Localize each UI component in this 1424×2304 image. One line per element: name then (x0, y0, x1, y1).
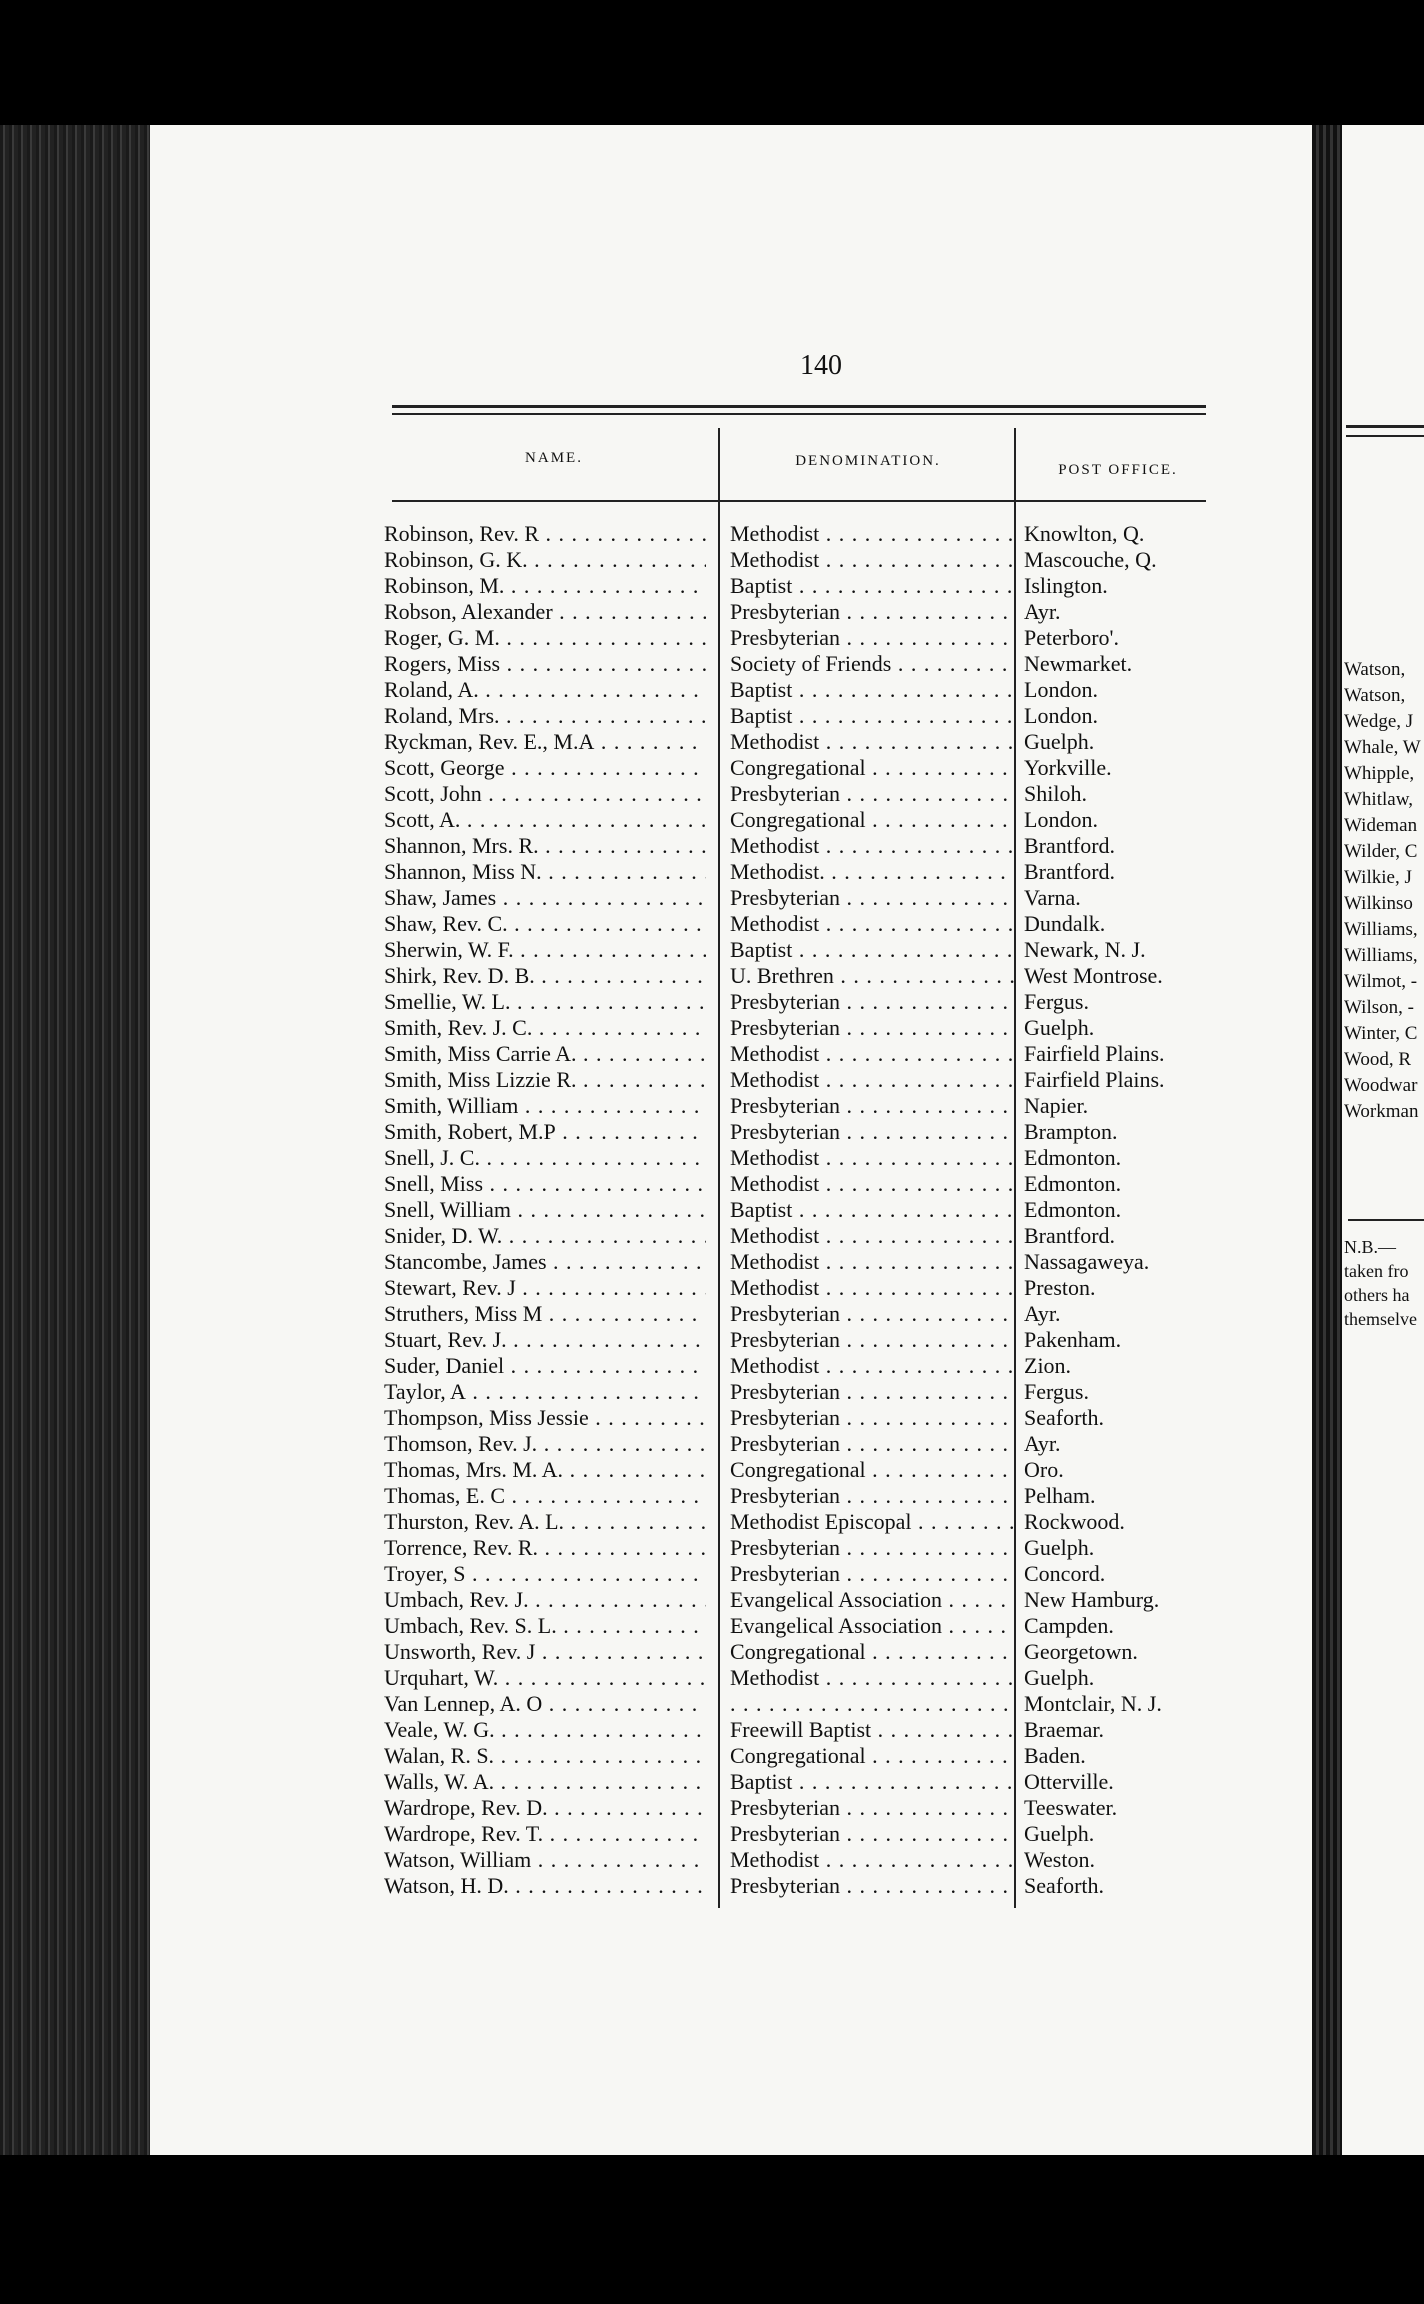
post-office-cell: Guelph. (1024, 1821, 1095, 1846)
denomination-cell: Baptist . . . (730, 1769, 1014, 1795)
adjacent-page-note-line: themselve (1344, 1309, 1417, 1329)
denomination-cell: Presbyterian . . . (730, 781, 1014, 807)
post-office-cell: Edmonton. (1024, 1171, 1122, 1196)
denomination-cell: Methodist . . . (730, 1249, 1014, 1275)
denomination-cell: Evangelical Association . . . (730, 1613, 1014, 1639)
name-cell: Robinson, Rev. R . . . (384, 521, 706, 547)
post-office-cell: Brampton. (1024, 1119, 1118, 1144)
post-office-cell: Seaforth. (1024, 1873, 1105, 1898)
post-office-cell: Knowlton, Q. (1024, 521, 1145, 546)
name-cell: Veale, W. G. . . . (384, 1717, 706, 1743)
denomination-cell: Presbyterian . . . (730, 1301, 1014, 1327)
denomination-cell: Presbyterian . . . (730, 1405, 1014, 1431)
post-office-cell: Brantford. (1024, 1223, 1116, 1248)
adjacent-page-row: Wilder, C (1344, 841, 1418, 862)
post-office-cell: Edmonton. (1024, 1145, 1122, 1170)
adjacent-page-row: Whipple, (1344, 763, 1415, 784)
name-cell: Shannon, Mrs. R. . . . (384, 833, 706, 859)
name-cell: Shaw, James . . . (384, 885, 706, 911)
name-cell: Struthers, Miss M . . . (384, 1301, 706, 1327)
denomination-cell: Society of Friends . . . (730, 651, 1014, 677)
adjacent-page-row: Watson, (1344, 685, 1406, 706)
denomination-cell: Baptist . . . (730, 677, 1014, 703)
post-office-cell: Brantford. (1024, 833, 1116, 858)
adjacent-page-row: Wedge, J (1344, 711, 1414, 732)
name-cell: Robinson, M. . . . (384, 573, 706, 599)
post-office-cell: New Hamburg. (1024, 1587, 1160, 1612)
name-cell: Stancombe, James . . . (384, 1249, 706, 1275)
name-cell: Smith, William . . . (384, 1093, 706, 1119)
book-spine-edge (0, 125, 150, 2155)
name-cell: Snell, William . . . (384, 1197, 706, 1223)
adjacent-page-row: Wood, R (1344, 1049, 1412, 1070)
page-number: 140 (800, 350, 842, 381)
post-office-cell: Nassagaweya. (1024, 1249, 1150, 1274)
name-cell: Urquhart, W. . . . (384, 1665, 706, 1691)
post-office-cell: Shiloh. (1024, 781, 1087, 806)
column-divider-1 (718, 428, 720, 1908)
post-office-cell: London. (1024, 807, 1098, 832)
top-rule (392, 405, 1206, 408)
post-office-cell: Edmonton. (1024, 1197, 1122, 1222)
name-cell: Thurston, Rev. A. L. . . . (384, 1509, 706, 1535)
post-office-cell: West Montrose. (1024, 963, 1163, 988)
denomination-cell: Baptist . . . (730, 1197, 1014, 1223)
adjacent-page-row: Williams, (1344, 945, 1418, 966)
denomination-cell: Presbyterian . . . (730, 1821, 1014, 1847)
name-cell: Thompson, Miss Jessie . . . (384, 1405, 706, 1431)
adjacent-page-note-line: others ha (1344, 1285, 1410, 1305)
adjacent-page-rule (1346, 435, 1424, 437)
name-cell: Watson, H. D. . . . (384, 1873, 706, 1899)
denomination-cell: Presbyterian . . . (730, 1431, 1014, 1457)
denomination-cell: Baptist . . . (730, 937, 1014, 963)
post-office-cell: Guelph. (1024, 729, 1095, 754)
name-cell: Shannon, Miss N. . . . (384, 859, 706, 885)
denomination-cell: Baptist . . . (730, 573, 1014, 599)
name-cell: Scott, George . . . (384, 755, 706, 781)
post-office-cell: Fergus. (1024, 989, 1089, 1014)
denomination-cell: Congregational . . . (730, 1743, 1014, 1769)
post-office-cell: Varna. (1024, 885, 1081, 910)
name-cell: Shaw, Rev. C. . . . (384, 911, 706, 937)
adjacent-page-row: Whale, W (1344, 737, 1421, 758)
post-office-cell: Concord. (1024, 1561, 1106, 1586)
name-cell: Watson, William . . . (384, 1847, 706, 1873)
name-cell: Van Lennep, A. O . . . (384, 1691, 706, 1717)
post-office-cell: Otterville. (1024, 1769, 1114, 1794)
denomination-cell: Methodist . . . (730, 1145, 1014, 1171)
name-cell: Stewart, Rev. J . . . (384, 1275, 706, 1301)
post-office-cell: Montclair, N. J. (1024, 1691, 1162, 1716)
name-cell: Taylor, A . . . (384, 1379, 706, 1405)
denomination-cell: Congregational . . . (730, 1639, 1014, 1665)
adjacent-page-row: Wilson, - (1344, 997, 1414, 1018)
post-office-cell: Campden. (1024, 1613, 1114, 1638)
name-cell: Walls, W. A. . . . (384, 1769, 706, 1795)
post-office-cell: Ayr. (1024, 1431, 1061, 1456)
name-cell: Torrence, Rev. R. . . . (384, 1535, 706, 1561)
post-office-cell: Guelph. (1024, 1665, 1095, 1690)
post-office-cell: Napier. (1024, 1093, 1089, 1118)
denomination-cell: Presbyterian . . . (730, 1015, 1014, 1041)
post-office-cell: Dundalk. (1024, 911, 1106, 936)
post-office-cell: Georgetown. (1024, 1639, 1138, 1664)
name-cell: Snider, D. W. . . . (384, 1223, 706, 1249)
denomination-cell: Methodist . . . (730, 1847, 1014, 1873)
name-cell: Roland, A. . . . (384, 677, 706, 703)
denomination-cell: Methodist . . . (730, 1665, 1014, 1691)
post-office-cell: London. (1024, 703, 1098, 728)
post-office-cell: Weston. (1024, 1847, 1095, 1872)
post-office-cell: Mascouche, Q. (1024, 547, 1157, 572)
post-office-cell: Yorkville. (1024, 755, 1112, 780)
header-denomination: DENOMINATION. (795, 453, 941, 469)
name-cell: Rogers, Miss . . . (384, 651, 706, 677)
adjacent-page-note-line: taken fro (1344, 1261, 1409, 1281)
adjacent-page-row: Wilkinso (1344, 893, 1413, 914)
post-office-cell: Rockwood. (1024, 1509, 1125, 1534)
denomination-cell: Presbyterian . . . (730, 885, 1014, 911)
denomination-cell: Methodist . . . (730, 1275, 1014, 1301)
denomination-cell: Presbyterian . . . (730, 1119, 1014, 1145)
denomination-cell: Presbyterian . . . (730, 1327, 1014, 1353)
name-cell: Umbach, Rev. J. . . . (384, 1587, 706, 1613)
denomination-cell: Congregational . . . (730, 755, 1014, 781)
post-office-cell: Guelph. (1024, 1015, 1095, 1040)
denomination-cell: Presbyterian . . . (730, 599, 1014, 625)
denomination-cell: Methodist . . . (730, 521, 1014, 547)
denomination-cell: Methodist . . . (730, 911, 1014, 937)
denomination-cell: Evangelical Association . . . (730, 1587, 1014, 1613)
name-cell: Suder, Daniel . . . (384, 1353, 706, 1379)
denomination-cell: Methodist . . . (730, 547, 1014, 573)
name-cell: Wardrope, Rev. D. . . . (384, 1795, 706, 1821)
adjacent-page-row: Workman (1344, 1101, 1419, 1122)
name-cell: Roger, G. M. . . . (384, 625, 706, 651)
top-rule-thin (392, 413, 1206, 415)
post-office-cell: Islington. (1024, 573, 1108, 598)
adjacent-page-rule (1346, 425, 1424, 428)
name-cell: Snell, Miss . . . (384, 1171, 706, 1197)
name-cell: Snell, J. C. . . . (384, 1145, 706, 1171)
denomination-cell: Presbyterian . . . (730, 1795, 1014, 1821)
denomination-cell (730, 1691, 1014, 1717)
denomination-cell: Congregational . . . (730, 807, 1014, 833)
name-cell: Unsworth, Rev. J . . . (384, 1639, 706, 1665)
denomination-cell: Presbyterian . . . (730, 1483, 1014, 1509)
denomination-cell: Presbyterian . . . (730, 1873, 1014, 1899)
denomination-cell: Methodist . . . (730, 833, 1014, 859)
post-office-cell: Guelph. (1024, 1535, 1095, 1560)
denomination-cell: Methodist. . . . (730, 859, 1014, 885)
post-office-cell: Newmarket. (1024, 651, 1133, 676)
denomination-cell: Congregational . . . (730, 1457, 1014, 1483)
adjacent-page-row: Woodwar (1344, 1075, 1418, 1096)
denomination-cell: Presbyterian . . . (730, 1379, 1014, 1405)
denomination-cell: Freewill Baptist . . . (730, 1717, 1014, 1743)
name-cell: Smith, Miss Carrie A. . . . (384, 1041, 706, 1067)
post-office-cell: Preston. (1024, 1275, 1096, 1300)
adjacent-page-row: Winter, C (1344, 1023, 1418, 1044)
post-office-cell: Pelham. (1024, 1483, 1096, 1508)
name-cell: Smith, Miss Lizzie R. . . . (384, 1067, 706, 1093)
denomination-cell: Baptist . . . (730, 703, 1014, 729)
denomination-cell: Methodist Episcopal . . . (730, 1509, 1014, 1535)
name-cell: Wardrope, Rev. T. . . . (384, 1821, 706, 1847)
post-office-cell: London. (1024, 677, 1098, 702)
name-cell: Shirk, Rev. D. B. . . . (384, 963, 706, 989)
name-cell: Scott, John . . . (384, 781, 706, 807)
header-post-office: POST OFFICE. (1058, 462, 1178, 478)
adjacent-page-row: Whitlaw, (1344, 789, 1413, 810)
post-office-cell: Ayr. (1024, 599, 1061, 624)
post-office-cell: Newark, N. J. (1024, 937, 1146, 962)
post-office-cell: Seaforth. (1024, 1405, 1105, 1430)
name-cell: Thomas, E. C . . . (384, 1483, 706, 1509)
name-cell: Smith, Rev. J. C. . . . (384, 1015, 706, 1041)
name-cell: Scott, A. . . . (384, 807, 706, 833)
denomination-cell: Presbyterian . . . (730, 1561, 1014, 1587)
name-cell: Thomson, Rev. J. . . . (384, 1431, 706, 1457)
name-cell: Ryckman, Rev. E., M.A . . . (384, 729, 706, 755)
post-office-cell: Teeswater. (1024, 1795, 1118, 1820)
name-cell: Stuart, Rev. J. . . . (384, 1327, 706, 1353)
header-name: NAME. (525, 450, 583, 466)
post-office-cell: Peterboro'. (1024, 625, 1119, 650)
name-cell: Walan, R. S. . . . (384, 1743, 706, 1769)
denomination-cell: Methodist . . . (730, 729, 1014, 755)
denomination-cell: Methodist . . . (730, 1067, 1014, 1093)
name-cell: Smith, Robert, M.P . . . (384, 1119, 706, 1145)
post-office-cell: Zion. (1024, 1353, 1072, 1378)
post-office-cell: Fairfield Plains. (1024, 1067, 1165, 1092)
post-office-cell: Baden. (1024, 1743, 1086, 1768)
denomination-cell: Methodist . . . (730, 1353, 1014, 1379)
adjacent-page-row: Wilmot, - (1344, 971, 1418, 992)
denomination-cell: U. Brethren . . . (730, 963, 1014, 989)
post-office-cell: Brantford. (1024, 859, 1116, 884)
denomination-cell: Presbyterian . . . (730, 625, 1014, 651)
name-cell: Thomas, Mrs. M. A. . . . (384, 1457, 706, 1483)
name-cell: Robinson, G. K. . . . (384, 547, 706, 573)
name-cell: Robson, Alexander . . . (384, 599, 706, 625)
post-office-cell: Ayr. (1024, 1301, 1061, 1326)
name-cell: Smellie, W. L. . . . (384, 989, 706, 1015)
adjacent-page-row: Wilkie, J (1344, 867, 1412, 888)
adjacent-page-row: Wideman (1344, 815, 1418, 836)
post-office-cell: Fairfield Plains. (1024, 1041, 1165, 1066)
post-office-cell: Fergus. (1024, 1379, 1089, 1404)
adjacent-page-note-line: N.B.— (1344, 1237, 1397, 1257)
name-cell: Roland, Mrs. . . . (384, 703, 706, 729)
adjacent-page-row: Williams, (1344, 919, 1418, 940)
name-cell: Sherwin, W. F. . . . (384, 937, 706, 963)
column-divider-2 (1014, 428, 1016, 1908)
name-cell: Umbach, Rev. S. L. . . . (384, 1613, 706, 1639)
post-office-cell: Oro. (1024, 1457, 1064, 1482)
post-office-cell: Braemar. (1024, 1717, 1105, 1742)
denomination-cell: Presbyterian . . . (730, 1093, 1014, 1119)
post-office-cell: Pakenham. (1024, 1327, 1122, 1352)
name-cell: Troyer, S . . . (384, 1561, 706, 1587)
adjacent-page-row: Watson, (1344, 659, 1406, 680)
denomination-cell: Presbyterian . . . (730, 989, 1014, 1015)
denomination-cell: Methodist . . . (730, 1171, 1014, 1197)
denomination-cell: Methodist . . . (730, 1041, 1014, 1067)
denomination-cell: Methodist . . . (730, 1223, 1014, 1249)
header-rule (392, 500, 1206, 502)
denomination-cell: Presbyterian . . . (730, 1535, 1014, 1561)
